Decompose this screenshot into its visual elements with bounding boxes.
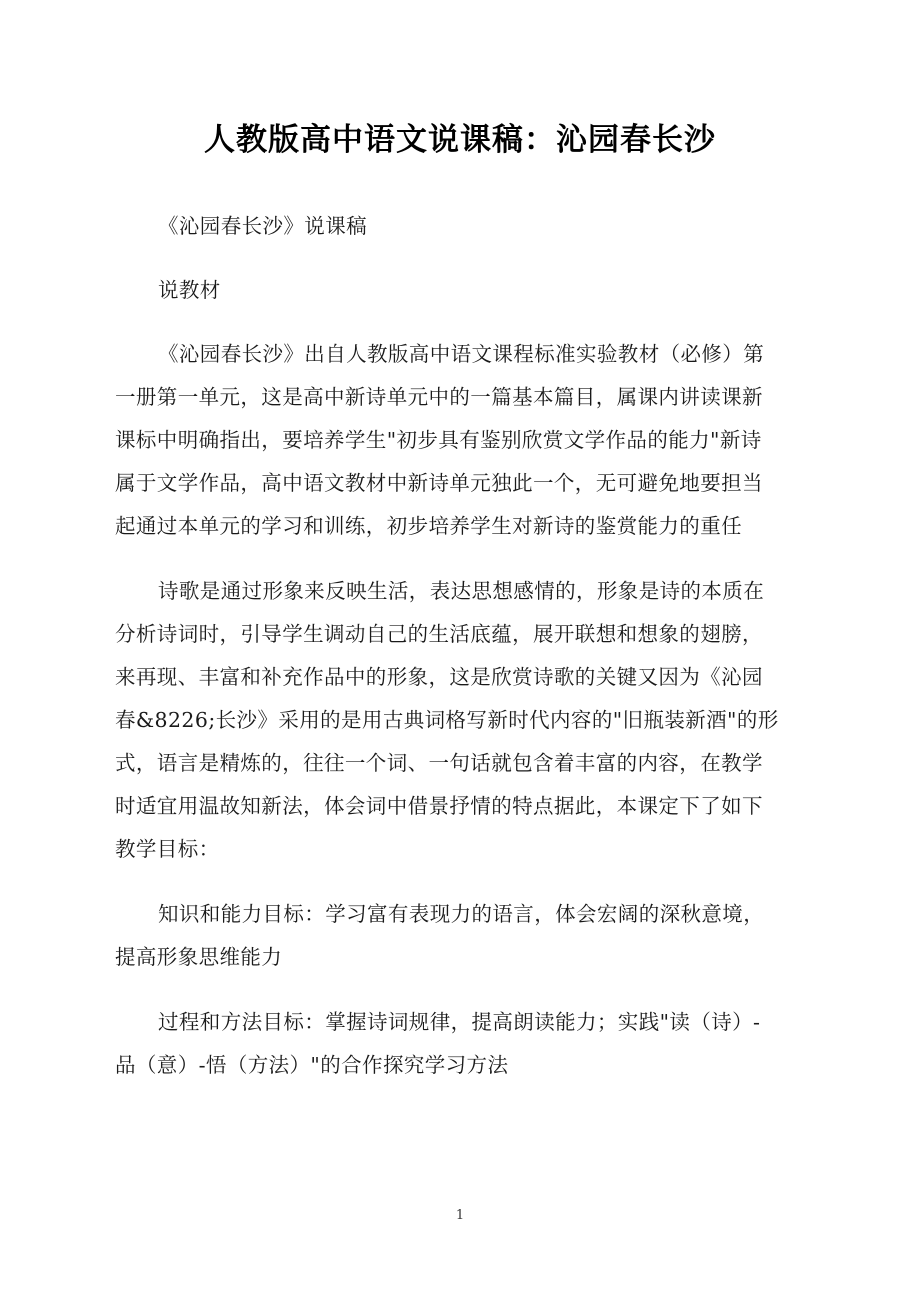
- document-title: 人教版高中语文说课稿：沁园春长沙: [204, 122, 716, 158]
- paragraph-line: 一册第一单元，这是高中新诗单元中的一篇基本篇目，属课内讲读课新: [115, 385, 763, 409]
- paragraph-line: 起通过本单元的学习和训练，初步培养学生对新诗的鉴赏能力的重任: [115, 514, 742, 538]
- paragraph-line: 春&8226;长沙》采用的是用古典词格写新时代内容的"旧瓶装新酒"的形: [115, 708, 779, 732]
- paragraph-line: 式，语言是精炼的，往往一个词、一句话就包含着丰富的内容，在教学: [115, 751, 763, 775]
- paragraph-line: 时适宜用温故知新法，体会词中借景抒情的特点据此，本课定下了如下: [115, 794, 763, 818]
- paragraph-line: 分析诗词时，引导学生调动自己的生活底蕴，展开联想和想象的翅膀，: [115, 622, 763, 646]
- document-subtitle: 《沁园春长沙》说课稿: [158, 214, 367, 238]
- paragraph-line: 知识和能力目标：学习富有表现力的语言，体会宏阔的深秋意境，: [158, 902, 765, 926]
- paragraph-line: 提高形象思维能力: [115, 945, 283, 969]
- paragraph-line: 诗歌是通过形象来反映生活，表达思想感情的，形象是诗的本质在: [158, 579, 765, 603]
- section-heading: 说教材: [158, 278, 221, 302]
- paragraph-line: 来再现、丰富和补充作品中的形象，这是欣赏诗歌的关键又因为《沁园: [115, 665, 763, 689]
- paragraph-line: 品（意）-悟（方法）"的合作探究学习方法: [115, 1053, 509, 1077]
- paragraph-line: 属于文学作品，高中语文教材中新诗单元独此一个，无可避免地要担当: [115, 471, 763, 495]
- paragraph-line: 过程和方法目标：掌握诗词规律，提高朗读能力；实践"读（诗）-: [158, 1010, 761, 1034]
- paragraph-line: 《沁园春长沙》出自人教版高中语文课程标准实验教材（必修）第: [158, 342, 765, 366]
- page-number: 1: [455, 1208, 465, 1223]
- paragraph-line: 课标中明确指出，要培养学生"初步具有鉴别欣赏文学作品的能力"新诗: [115, 428, 762, 452]
- paragraph-line: 教学目标：: [115, 837, 220, 861]
